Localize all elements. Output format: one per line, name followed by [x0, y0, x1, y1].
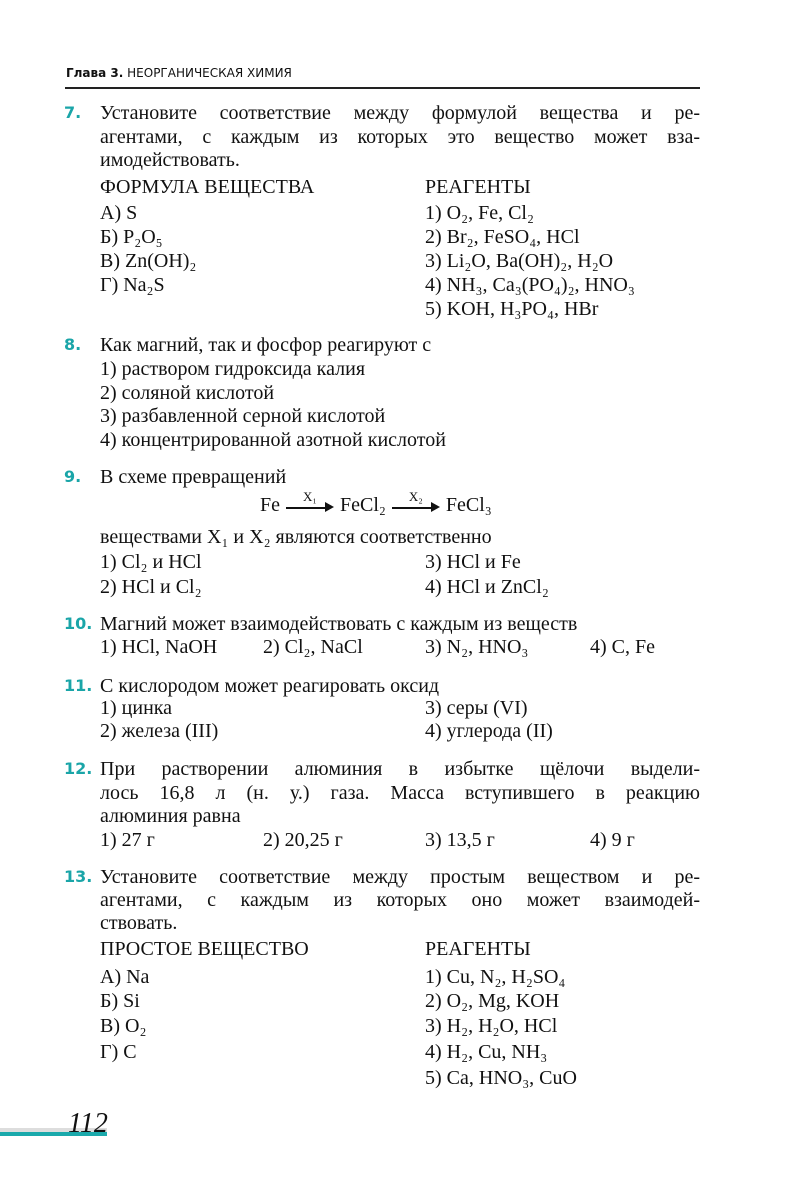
question-text: лось 16,8 л (н. у.) газа. Масса вступившего в реакцию — [100, 782, 700, 804]
list-item: А) S — [100, 202, 138, 224]
list-item: А) Na — [100, 966, 150, 988]
answer-option: 3) разбавленной серной кислотой — [100, 405, 386, 427]
list-item: Б) P₂O₅ — [100, 226, 163, 248]
header-rule — [65, 87, 700, 89]
answer-option: 4) C, Fe — [590, 636, 655, 658]
list-item: Г) Na₂S — [100, 274, 165, 296]
question-number: 11. — [64, 676, 93, 695]
arrow-label: X₁ — [303, 489, 317, 504]
question-number: 10. — [64, 614, 93, 633]
chapter-label: Глава 3. — [66, 66, 124, 80]
arrow-icon — [392, 489, 440, 517]
answer-option: 1) Cl₂ и HCl — [100, 551, 202, 573]
answer-option: 1) HCl, NaOH — [100, 636, 218, 658]
list-item: 2) O₂, Mg, KOH — [425, 990, 560, 1012]
question-number: 13. — [64, 867, 93, 886]
answer-option: 4) углерода (II) — [425, 720, 553, 742]
question-text: имодействовать. — [100, 149, 240, 171]
list-item: 5) Ca, HNO₃, CuO — [425, 1067, 577, 1089]
arrow-label: X₂ — [408, 489, 423, 504]
list-item: 1) Cu, N₂, H₂SO₄ — [425, 966, 566, 988]
list-item: Г) C — [100, 1041, 137, 1063]
question-number: 8. — [64, 335, 82, 354]
scheme-substance: Fe — [260, 494, 280, 516]
answer-option: 2) соляной кислотой — [100, 382, 275, 404]
question-text: ствовать. — [100, 912, 178, 934]
list-item: В) O₂ — [100, 1015, 147, 1037]
scheme-substance: FeCl₃ — [445, 494, 492, 516]
column-heading: ПРОСТОЕ ВЕЩЕСТВО — [100, 938, 309, 960]
question-text: В схеме превращений — [100, 466, 287, 488]
question-text: Магний может взаимодействовать с каждым из веществ — [100, 613, 578, 635]
answer-option: 1) 27 г — [100, 829, 155, 851]
answer-option: 3) N₂, HNO₃ — [425, 636, 529, 658]
page-number: 112 — [68, 1108, 108, 1139]
answer-option: 2) 20,25 г — [263, 829, 343, 851]
answer-option: 3) серы (VI) — [425, 697, 528, 719]
question-text: Установите соответствие между простым веществом и ре- — [100, 866, 700, 888]
list-item: 3) H₂, H₂O, HCl — [425, 1015, 558, 1037]
question-text: агентами, с каждым из которых оно может взаимодей- — [100, 889, 700, 911]
list-item: 3) Li₂O, Ba(OH)₂, H₂O — [425, 250, 614, 272]
question-text: веществами X₁ и X₂ являются соответственно — [100, 526, 492, 548]
column-heading: РЕАГЕНТЫ — [425, 938, 531, 960]
question-text: С кислородом может реагировать оксид — [100, 675, 440, 697]
answer-option: 2) Cl₂, NaCl — [263, 636, 363, 658]
running-header — [66, 66, 292, 80]
column-heading: РЕАГЕНТЫ — [425, 176, 531, 198]
list-item: 4) NH₃, Ca₃(PO₄)₂, HNO₃ — [425, 274, 635, 296]
question-text: Как магний, так и фосфор реагируют с — [100, 334, 432, 356]
transformation-scheme — [260, 489, 492, 517]
answer-option: 3) 13,5 г — [425, 829, 495, 851]
answer-option: 4) HCl и ZnCl₂ — [425, 576, 549, 598]
column-heading: ФОРМУЛА ВЕЩЕСТВА — [100, 176, 315, 198]
question-text: При растворении алюминия в избытке щёлочи выдели- — [100, 758, 700, 780]
answer-option: 3) HCl и Fe — [425, 551, 521, 573]
answer-option: 2) железа (III) — [100, 720, 219, 742]
question-number: 9. — [64, 467, 82, 486]
question-number: 7. — [64, 103, 82, 122]
list-item: 5) KOH, H₃PO₄, HBr — [425, 298, 599, 320]
list-item: 1) O₂, Fe, Cl₂ — [425, 202, 534, 224]
question-text: Установите соответствие между формулой вещества и ре- — [100, 102, 700, 124]
answer-option: 1) цинка — [100, 697, 173, 719]
answer-option: 1) раствором гидроксида калия — [100, 358, 366, 380]
answer-option: 2) HCl и Cl₂ — [100, 576, 202, 598]
list-item: В) Zn(OH)₂ — [100, 250, 197, 272]
answer-option: 4) 9 г — [590, 829, 635, 851]
answer-option: 4) концентрированной азотной кислотой — [100, 429, 446, 451]
question-text: агентами, с каждым из которых это вещество может вза- — [100, 126, 700, 148]
list-item: 4) H₂, Cu, NH₃ — [425, 1041, 548, 1063]
list-item: 2) Br₂, FeSO₄, HCl — [425, 226, 580, 248]
chapter-title: НЕОРГАНИЧЕСКАЯ ХИМИЯ — [127, 66, 292, 80]
list-item: Б) Si — [100, 990, 140, 1012]
scheme-substance: FeCl₂ — [340, 494, 386, 516]
arrow-icon — [286, 489, 334, 517]
question-number: 12. — [64, 759, 93, 778]
question-text: алюминия равна — [100, 805, 241, 827]
